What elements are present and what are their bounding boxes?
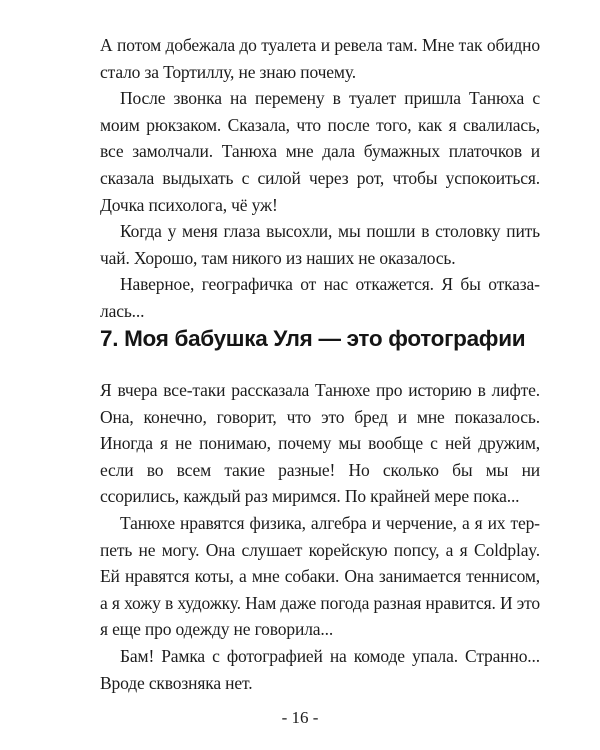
paragraph: Бам! Рамка с фотографией на комоде упала. Странно... Вроде сквозняка нет. [100, 645, 540, 693]
paragraph: А потом добежала до туалета и ревела там. Мне так обидно стало за Тортиллу, не знаю почему. [100, 35, 540, 82]
page-number: - 16 - [281, 708, 319, 727]
chapter-text [100, 377, 540, 696]
previous-chapter-text [100, 32, 540, 325]
paragraph: После звонка на перемену в туалет пришла Танюха с моим рюкзаком. Сказала, что после того, как я свалилась, все замолчали. Танюха мне дала бумажных платочков и сказала выдыхать с силой через рот, чтобы успокоиться. Дочка психолога, чё уж! [100, 88, 540, 215]
paragraph: Когда у меня глаза высохли, мы пошли в столовку пить чай. Хорошо, там никого из наших не оказалось. [100, 221, 540, 268]
paragraph: Танюхе нравятся физика, алгебра и черчение, а я их терпеть не могу. Она слушает корейскую попсу, а я Coldplay. Ей нравятся коты, а мне собаки. Она занимается теннисом, а я хожу в художку. Нам даже погода разная нравится. И это я еще про одежду не говорила... [100, 512, 540, 640]
paragraph: Наверное, географичка от нас откажется. Я бы отказалась... [100, 274, 540, 321]
paragraph: Я вчера все-таки рассказала Танюхе про историю в лифте. Она, конечно, говорит, что это бред и мне показалось. Иногда я не понимаю, почему мы вообще с ней дружим, если во всем такие разные! Но сколько бы мы ни ссорились, каждый раз миримся. По крайней мере пока... [100, 380, 540, 507]
chapter-title: 7. Моя бабушка Уля — это фотографии [100, 326, 526, 351]
